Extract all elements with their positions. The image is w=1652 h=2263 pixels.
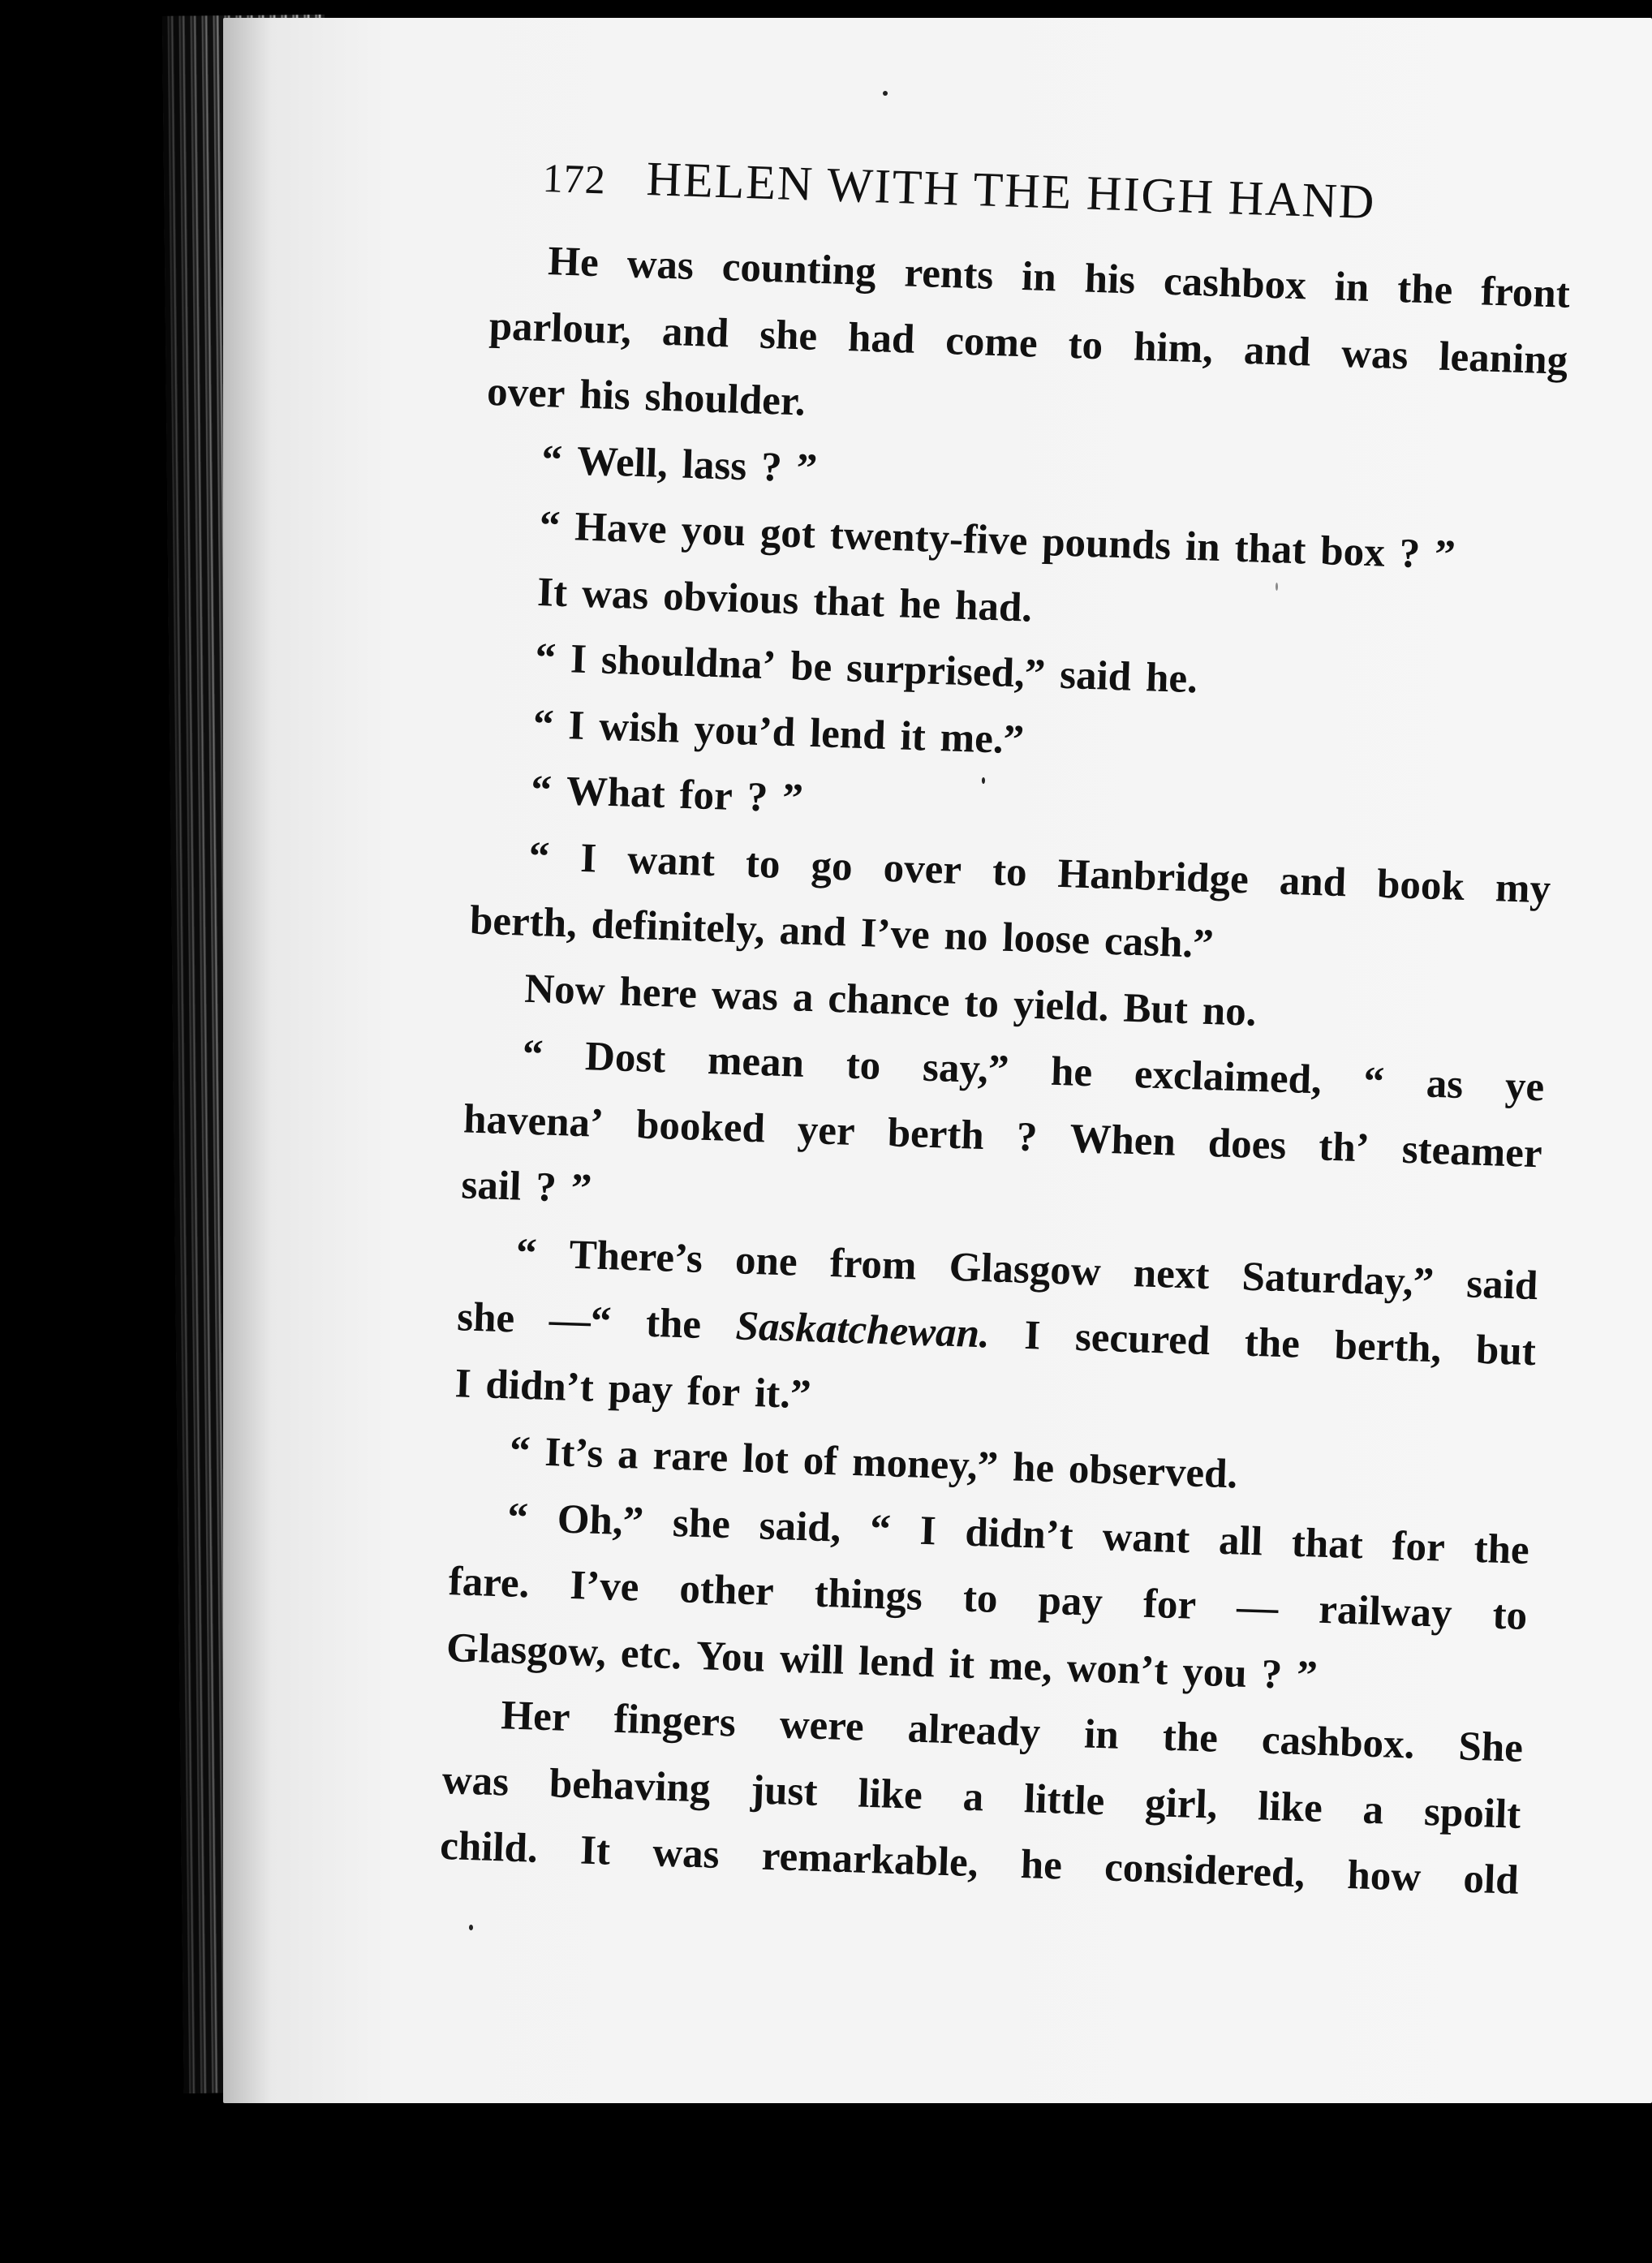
word: berth,	[469, 897, 578, 947]
word: had.	[954, 583, 1033, 631]
word: got	[759, 510, 816, 557]
word: he	[1019, 1842, 1063, 1889]
word: —	[1236, 1584, 1280, 1632]
word: I	[570, 636, 587, 682]
word: cash.”	[1103, 918, 1215, 968]
word: say,”	[922, 1044, 1010, 1094]
word: over	[486, 368, 566, 417]
word: his	[1083, 256, 1137, 303]
word: ye	[1504, 1063, 1546, 1111]
word: in	[1185, 523, 1221, 571]
word: a	[962, 1774, 985, 1820]
word: “	[521, 1031, 544, 1078]
word: “	[534, 635, 557, 682]
word: other	[678, 1566, 775, 1616]
word: ?	[746, 774, 769, 821]
word: she	[672, 1499, 731, 1547]
word: Her	[500, 1693, 571, 1740]
word: his	[579, 372, 631, 419]
word: “	[540, 437, 563, 484]
word: fingers	[613, 1696, 737, 1746]
word: There’s	[568, 1232, 703, 1282]
word: I’ve	[859, 910, 931, 958]
word: no	[943, 913, 989, 961]
word: from	[828, 1240, 918, 1289]
word: didn’t	[484, 1361, 595, 1411]
word: th’	[1318, 1123, 1370, 1171]
word: sail	[460, 1162, 523, 1210]
word: here	[618, 969, 698, 1017]
word: “	[539, 503, 561, 549]
word: I’ve	[569, 1562, 640, 1611]
word: money,”	[851, 1439, 1000, 1490]
word: next	[1133, 1250, 1211, 1298]
word: to	[962, 1575, 999, 1622]
word: remarkable,	[760, 1833, 979, 1887]
word: Dost	[584, 1034, 667, 1082]
word: Have	[574, 504, 668, 553]
word: in	[1083, 1711, 1120, 1758]
word: little	[1023, 1775, 1106, 1824]
word: lend	[858, 1637, 936, 1686]
word: that	[812, 578, 886, 626]
word: was	[711, 971, 779, 1020]
word: a	[617, 1431, 639, 1478]
word: him,	[1133, 324, 1214, 372]
word: you	[1181, 1648, 1248, 1697]
word: one	[734, 1237, 798, 1285]
word: railway	[1318, 1586, 1453, 1637]
word: my	[1495, 864, 1551, 912]
word: pay	[1037, 1577, 1103, 1626]
word: for	[686, 1367, 742, 1416]
word: I	[454, 1360, 472, 1407]
word: fare.	[447, 1559, 531, 1607]
word: pay	[607, 1365, 673, 1413]
word: and	[661, 308, 730, 356]
word: he	[1050, 1048, 1094, 1096]
word: counting	[721, 244, 877, 295]
word: book	[1376, 861, 1465, 910]
word: that	[1233, 525, 1307, 574]
word: me.”	[939, 714, 1025, 763]
word: I	[918, 1508, 937, 1554]
word: didn’t	[964, 1509, 1074, 1559]
dust-speck	[469, 1925, 473, 1930]
word: observed.	[1068, 1446, 1239, 1498]
word: things	[813, 1570, 923, 1620]
word: havena’	[462, 1095, 604, 1147]
word: was	[581, 570, 650, 618]
word: you’d	[693, 706, 797, 755]
word: shouldna’	[600, 637, 777, 689]
word: lend	[809, 710, 887, 759]
word: was	[626, 241, 695, 289]
word: booked	[635, 1101, 766, 1151]
word: chance	[827, 975, 951, 1026]
word: He	[547, 239, 600, 286]
word: You	[695, 1633, 766, 1681]
word: lot	[742, 1435, 789, 1483]
word: want	[626, 837, 716, 885]
word: front	[1480, 269, 1571, 317]
word: secured	[1074, 1314, 1211, 1365]
word: and	[1243, 327, 1312, 376]
word: over	[882, 845, 962, 893]
word: rare	[652, 1433, 729, 1482]
word: parlour,	[488, 303, 632, 354]
word: “	[1362, 1059, 1385, 1105]
word: “	[527, 833, 551, 880]
word: how	[1346, 1852, 1422, 1900]
word: to	[845, 1042, 882, 1089]
word: cashbox.	[1261, 1717, 1416, 1768]
word: Glasgow,	[445, 1624, 607, 1676]
word: ”	[1296, 1652, 1319, 1699]
word: She	[1457, 1723, 1524, 1771]
word: said	[1465, 1260, 1539, 1309]
word: “	[530, 767, 553, 814]
word: he.	[1145, 655, 1198, 703]
word: to	[1067, 321, 1104, 368]
word: —“	[549, 1297, 613, 1345]
word: said,	[758, 1502, 842, 1551]
word: steamer	[1400, 1126, 1543, 1177]
word: etc.	[620, 1630, 682, 1678]
word: was	[1340, 330, 1409, 378]
word: rents	[903, 250, 995, 299]
text-line	[439, 1822, 1519, 1905]
word: definitely,	[590, 901, 766, 953]
word: come	[944, 317, 1039, 367]
word: in	[1021, 254, 1057, 301]
word: go	[810, 842, 854, 890]
word: ?	[1016, 1113, 1039, 1160]
word: be	[789, 643, 833, 691]
word: of	[802, 1438, 839, 1485]
word: “	[506, 1494, 529, 1541]
word: said	[1059, 652, 1133, 700]
word: leaning	[1438, 333, 1568, 384]
word: Oh,”	[556, 1495, 645, 1545]
word: it	[899, 713, 927, 759]
word: the	[1244, 1319, 1301, 1367]
word: exclaimed,	[1134, 1052, 1323, 1104]
word: but	[1475, 1327, 1537, 1375]
word: I	[579, 835, 598, 881]
word: considered,	[1103, 1844, 1306, 1897]
word: ”	[795, 445, 819, 492]
word: When	[1069, 1116, 1177, 1165]
word: the	[1162, 1714, 1219, 1762]
word: berth,	[1333, 1323, 1443, 1372]
word: girl,	[1144, 1779, 1219, 1828]
word: twenty-five	[829, 512, 1029, 565]
word: the	[1396, 266, 1454, 314]
word: for	[1391, 1523, 1446, 1571]
word: ?	[535, 1164, 557, 1211]
word: It	[536, 569, 569, 616]
word: he	[898, 580, 942, 628]
dust-speck	[982, 777, 985, 784]
word: I	[567, 702, 586, 749]
dust-speck	[1276, 583, 1278, 591]
word: the	[645, 1300, 702, 1348]
word: box	[1319, 528, 1386, 576]
word: will	[779, 1635, 845, 1684]
word: ”	[570, 1165, 593, 1212]
word: ?	[1398, 531, 1422, 578]
word: for	[678, 772, 734, 820]
word: “	[509, 1428, 531, 1475]
word: the	[1473, 1525, 1530, 1573]
word: ”	[1434, 531, 1456, 579]
word: to	[745, 840, 781, 888]
word: cashbox	[1163, 258, 1307, 309]
word: want	[1101, 1513, 1191, 1563]
word: pounds	[1041, 519, 1172, 570]
word: it.”	[754, 1370, 812, 1418]
book-title: HELEN WITH THE HIGH HAND	[645, 152, 1377, 230]
word: does	[1207, 1120, 1288, 1168]
word: was	[441, 1757, 510, 1805]
word: to	[1491, 1592, 1529, 1639]
word: was	[652, 1830, 721, 1878]
word: “	[515, 1230, 538, 1276]
word: It’s	[544, 1429, 604, 1478]
word: just	[750, 1766, 819, 1815]
word: to	[992, 848, 1028, 896]
word: as	[1425, 1061, 1465, 1108]
dust-speck	[883, 91, 888, 96]
word: me,	[988, 1642, 1053, 1690]
word: like	[1257, 1783, 1323, 1831]
word: in	[1333, 264, 1370, 311]
word: spoilt	[1423, 1788, 1522, 1838]
word: berth	[886, 1109, 985, 1159]
page-number: 172	[541, 154, 607, 203]
word: a	[1362, 1787, 1385, 1833]
word: What	[565, 768, 666, 818]
word: ?	[760, 444, 783, 491]
word: she	[456, 1294, 516, 1342]
word: “	[869, 1506, 892, 1553]
word: mean	[707, 1038, 805, 1086]
word: ”	[781, 775, 804, 822]
word: she	[759, 312, 819, 359]
word: a	[792, 974, 815, 1021]
word: old	[1462, 1856, 1520, 1904]
word: lass	[681, 441, 748, 489]
word: ?	[1260, 1650, 1284, 1697]
word: and	[1279, 858, 1348, 906]
word: no.	[1201, 987, 1258, 1035]
word: and	[778, 907, 847, 956]
word: for	[1142, 1581, 1198, 1628]
word: shoulder.	[643, 374, 807, 425]
word: Now	[523, 966, 606, 1014]
word: like	[857, 1770, 923, 1818]
word: Saskatchewan.	[734, 1303, 991, 1357]
word: Hanbridge	[1056, 850, 1250, 902]
word: all	[1218, 1517, 1263, 1564]
word: already	[906, 1706, 1041, 1756]
word: were	[778, 1702, 865, 1750]
word: to	[963, 979, 1000, 1027]
page-text-block	[439, 146, 1574, 1925]
word: obvious	[662, 573, 800, 623]
word: child.	[439, 1822, 539, 1872]
word: Well,	[576, 437, 669, 487]
word: surprised,”	[845, 645, 1047, 698]
word: had	[847, 314, 916, 363]
word: yield.	[1013, 981, 1110, 1030]
word: that	[1291, 1520, 1364, 1568]
word: yer	[797, 1107, 856, 1155]
word: Saturday,”	[1241, 1253, 1435, 1306]
word: I	[1023, 1312, 1042, 1359]
word: he	[1012, 1444, 1055, 1492]
word: “	[532, 701, 555, 748]
word: Glasgow	[948, 1244, 1102, 1295]
word: But	[1122, 985, 1189, 1033]
word: wish	[598, 703, 681, 752]
word: won’t	[1065, 1645, 1169, 1694]
word: It	[579, 1827, 611, 1874]
word: you	[680, 507, 746, 556]
word: behaving	[549, 1760, 712, 1812]
word: it	[948, 1641, 975, 1688]
word: loose	[1001, 914, 1091, 964]
